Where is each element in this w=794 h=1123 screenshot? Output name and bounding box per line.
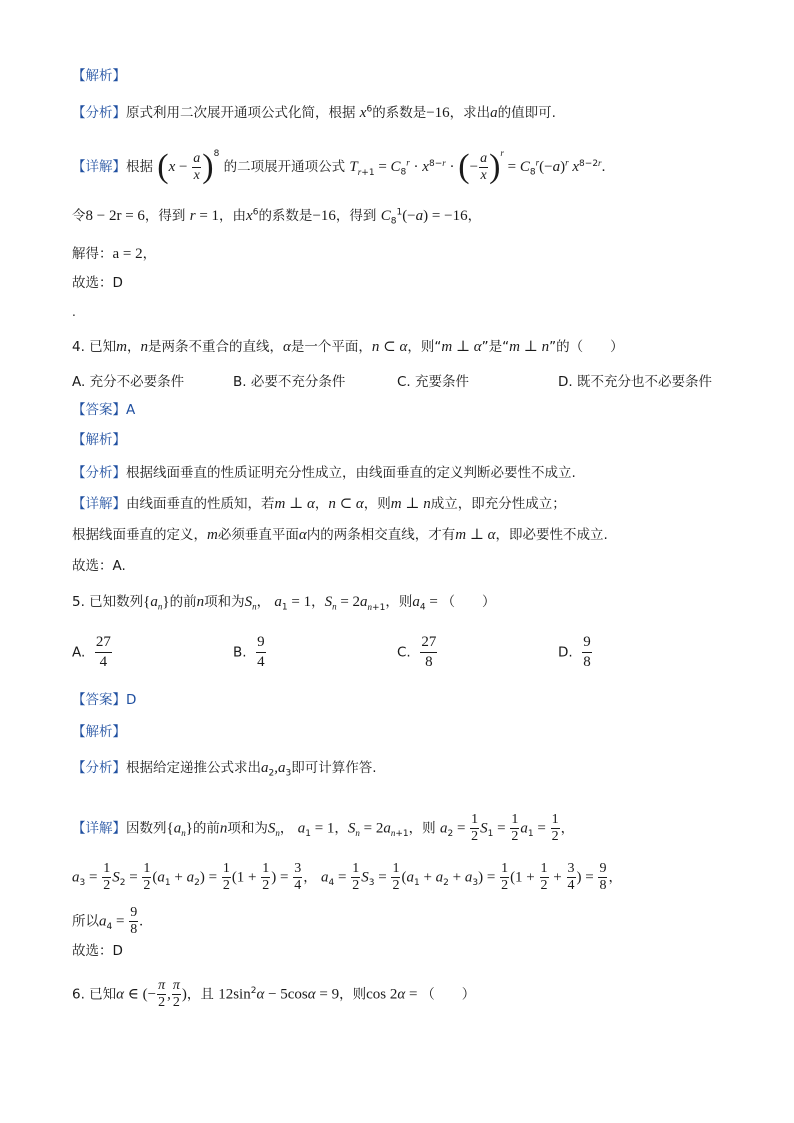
q3-detail: 【详解】根据 (x − $\frac{a}{x}$ )$^8$ 的二项展开通项公式 $T_{r+1} = C_8^r \cdot x^{8-r}$ · (− $\frac{a}{x}$ )$^r = C_8^r(-a)^r$ $x^{8-2r}$. (72, 147, 606, 185)
q3-analysis: 【分析】原式利用二次展开通项公式化简，根据 $x^6$的系数是−16，求出a的值即可. (72, 104, 556, 121)
q5-answer: 【答案】D (72, 692, 137, 708)
q4-option-c: C. 充要条件 (397, 374, 470, 390)
q4-detail: 【详解】由线面垂直的性质知，若m ⊥ α，n ⊂ α，则m ⊥ n成立，即充分性成立； (72, 496, 566, 512)
q5-conclusion: 所以$a_4$ = $\frac{9}{8}$ . (72, 905, 143, 937)
q5-detail-line2: $a_3$ = $\frac{1}{2}$ $S_2$ = $\frac{1}{2}$ $(a_1 + a_2)$ = $\frac{1}{2}$ (1 + $\frac{1}{2}$ ) = $\frac{3}{4}$ ， $a_4$ = $\frac{1}{2}$ $S_3$ = $\frac{1}{2}$ $(a_1 + a_2 + a_3)$ = $\frac{1}{2}$ (1 + $\frac{1}{2}$ + $\frac{3}{4}$ ) = $\frac{9}{8}$ ， (72, 861, 622, 893)
q3-trailing-dot: . (72, 305, 76, 319)
q4-choice: 故选：A. (72, 558, 126, 574)
q5-detail: 【详解】因数列$\{a_n\}$的前n项和为$S_n$， $a_1 = 1$，$S_n = 2a_{n+1}$，则 $a_2$ = $\frac{1}{2}$ $S_1$ = $\frac{1}{2}$ $a_1$ = $\frac{1}{2}$ ， (72, 812, 575, 844)
q5-choice: 故选：D (72, 943, 123, 959)
q3-jiexi-heading: 【解析】 (72, 68, 126, 84)
q4-option-d: D. 既不充分也不必要条件 (558, 374, 712, 390)
q4-option-b: B. 必要不充分条件 (233, 374, 346, 390)
q6-stem: 6. 已知α ∈ (− $\frac{\pi}{2}$ , $\frac{\pi}{2}$ )，且 $12\sin^2\alpha - 5\cos\alpha = 9$，则cos 2α = （ ） (72, 978, 476, 1010)
q4-jiexi-heading: 【解析】 (72, 432, 126, 448)
q5-option-a: A. $\frac{27}{4}$ (72, 634, 111, 670)
q3-solve: 解得：a = 2， (72, 246, 157, 262)
q5-option-c: C. $\frac{27}{8}$ (397, 634, 437, 670)
q4-option-a: A. 充分不必要条件 (72, 374, 185, 390)
q4-analysis: 【分析】根据线面垂直的性质证明充分性成立，由线面垂直的定义判断必要性不成立. (72, 465, 576, 481)
q4-answer: 【答案】A (72, 402, 136, 418)
q3-let-line: 令8 − 2r = 6，得到 r = 1，由$x^6$的系数是−16，得到 $C_8^1(-a) = -16$， (72, 207, 482, 227)
q5-jiexi-heading: 【解析】 (72, 724, 126, 740)
q3-choice: 故选：D (72, 275, 123, 291)
q5-stem: 5. 已知数列$\{a_n\}$的前n项和为$S_n$， $a_1 = 1$，$S_n = 2a_{n+1}$，则$a_4$ = （ ） (72, 594, 496, 613)
q4-detail-line2: 根据线面垂直的定义，m必须垂直平面α内的两条相交直线，才有m ⊥ α，即必要性不成立. (72, 527, 608, 543)
q5-option-d: D. $\frac{9}{8}$ (558, 634, 591, 670)
q4-stem: 4. 已知m，n是两条不重合的直线，α是一个平面，n ⊂ α，则“m ⊥ α”是“m ⊥ n”的（ ） (72, 339, 624, 355)
q5-analysis: 【分析】根据给定递推公式求出$a_2,a_3$即可计算作答. (72, 760, 377, 779)
q5-option-b: B. $\frac{9}{4}$ (233, 634, 265, 670)
